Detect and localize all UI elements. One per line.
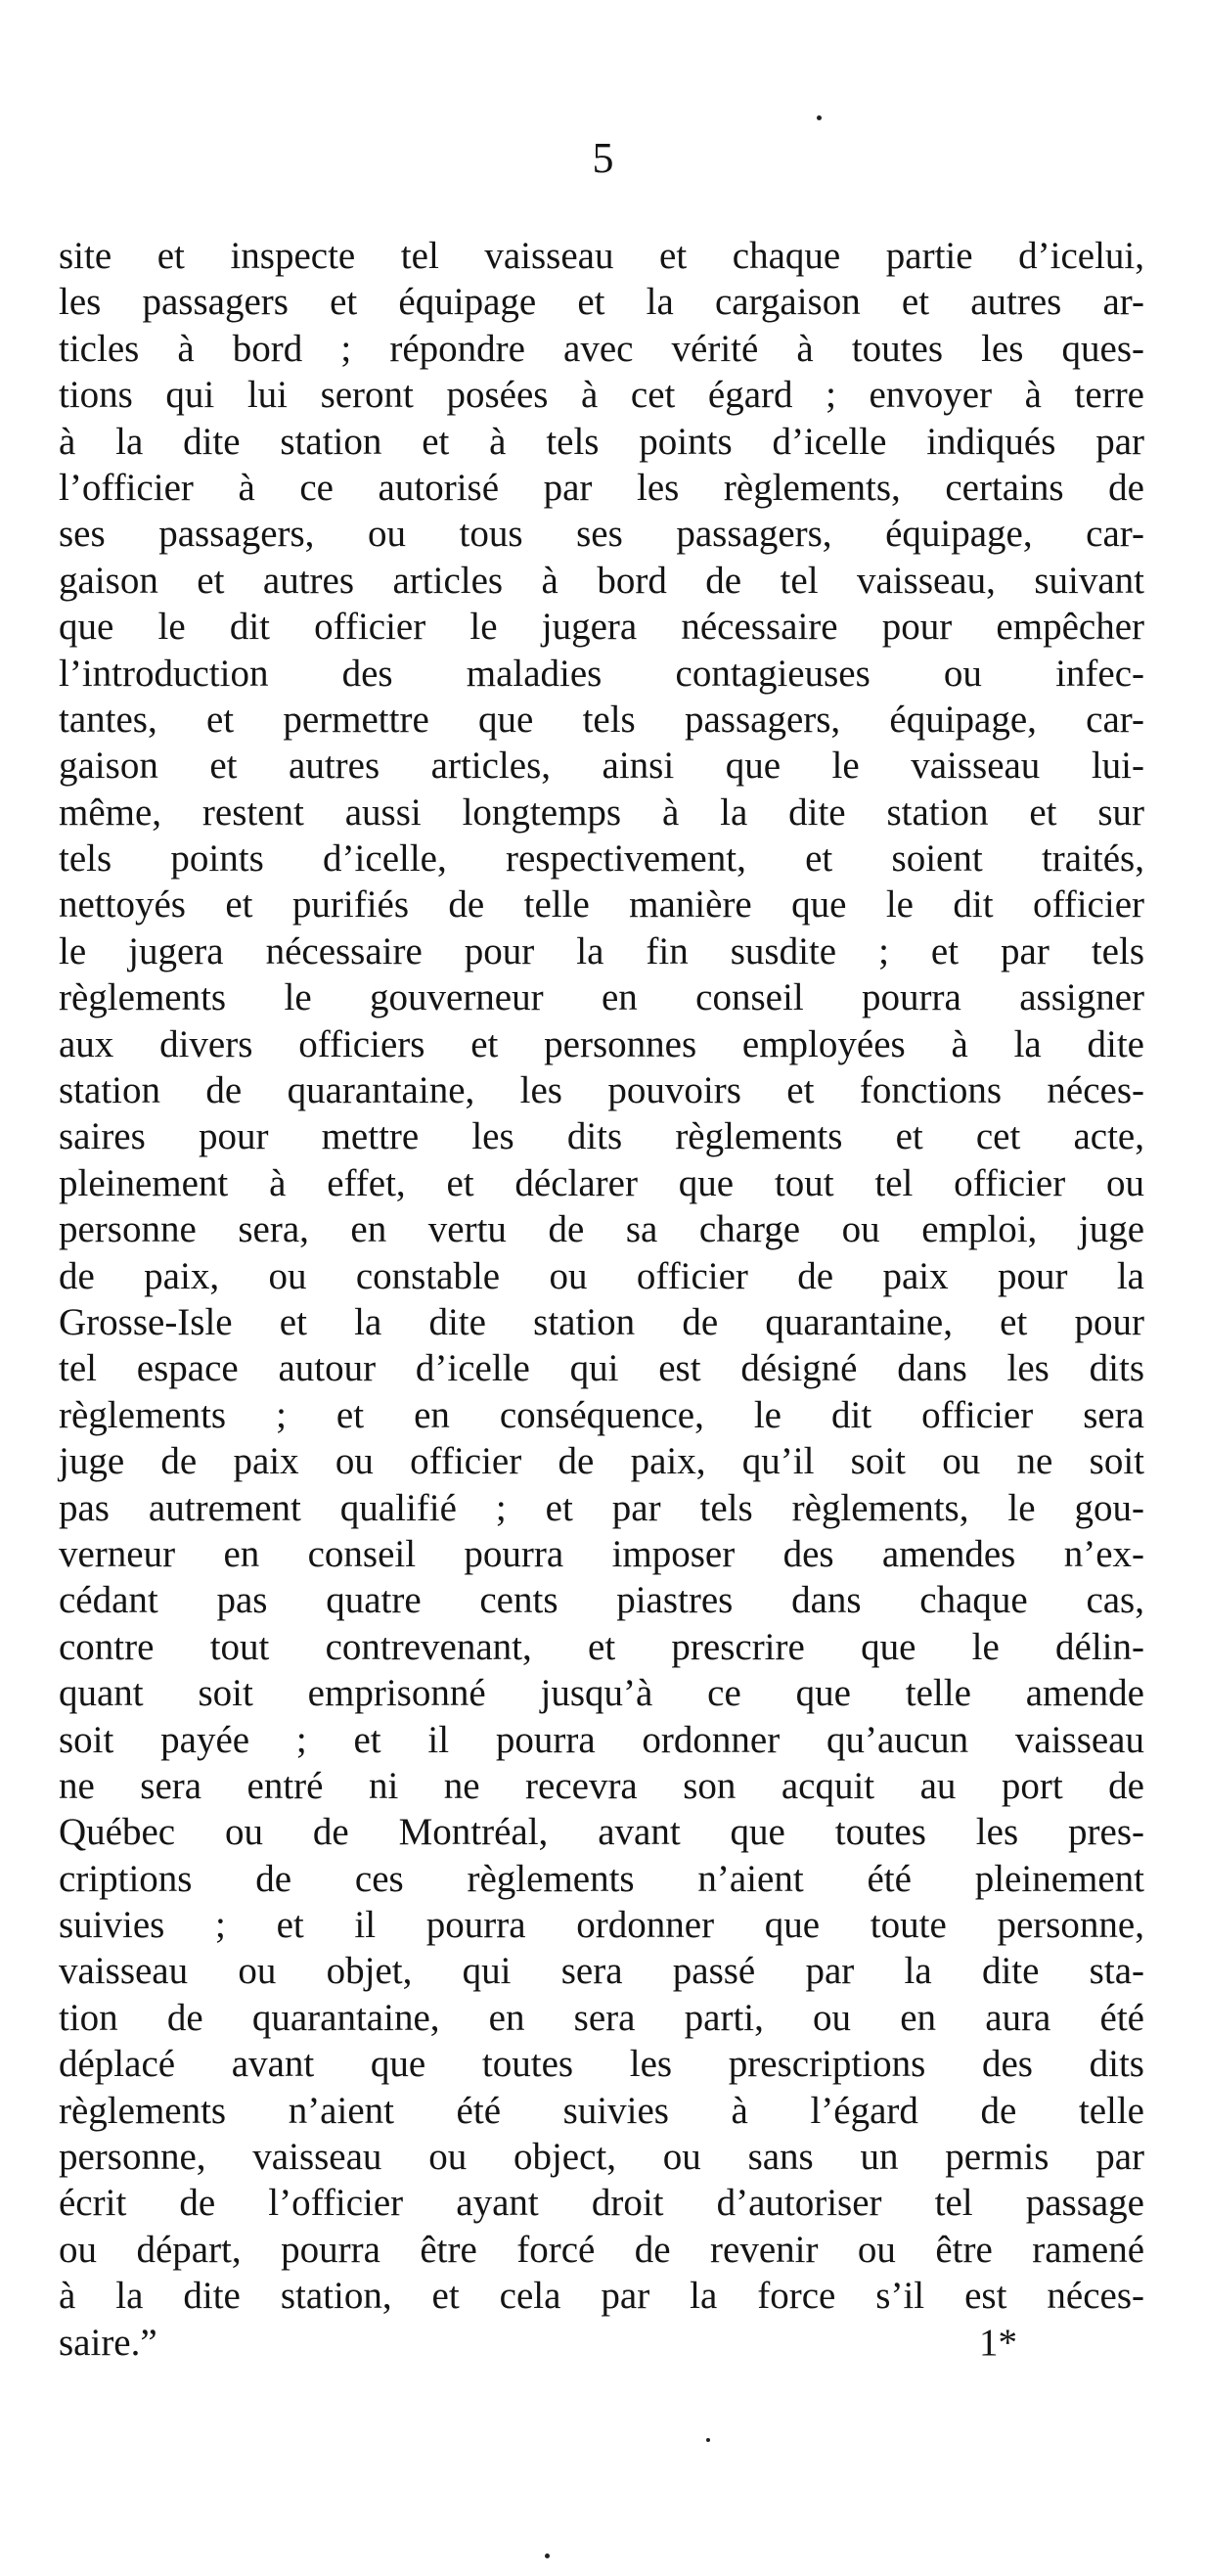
text-line: nettoyés et purifiés de telle manière que le dit officier: [59, 883, 1144, 926]
text-line: règlements n’aient été suivies à l’égard de telle: [59, 2089, 1144, 2132]
text-line: verneur en conseil pourra imposer des amendes n’ex-: [59, 1532, 1144, 1575]
body-text: [59, 233, 1144, 2366]
text-line: écrit de l’officier ayant droit d’autoriser tel passage: [59, 2182, 1144, 2225]
text-line: tantes, et permettre que tels passagers, équipage, car-: [59, 698, 1144, 741]
text-line: ses passagers, ou tous ses passagers, équipage, car-: [59, 513, 1144, 556]
text-line: l’officier à ce autorisé par les règlements, certains de: [59, 466, 1144, 509]
text-line: Québec ou de Montréal, avant que toutes les pres-: [59, 1811, 1144, 1854]
text-line: déplacé avant que toutes les prescriptions des dits: [59, 2043, 1144, 2086]
text-line: les passagers et équipage et la cargaison et autres ar-: [59, 281, 1144, 324]
text-line: règlements ; et en conséquence, le dit officier sera: [59, 1393, 1144, 1436]
text-line: Grosse-Isle et la dite station de quarantaine, et pour: [59, 1300, 1144, 1343]
text-line: ou départ, pourra être forcé de revenir ou être ramené: [59, 2228, 1144, 2271]
text-line: à la dite station et à tels points d’icelle indiqués par: [59, 420, 1144, 463]
text-line: vaisseau ou objet, qui sera passé par la dite sta-: [59, 1950, 1144, 1993]
text-line: pleinement à effet, et déclarer que tout tel officier ou: [59, 1161, 1144, 1204]
print-speck: [706, 2438, 710, 2442]
print-speck: [817, 115, 822, 120]
text-line: tels points d’icelle, respectivement, et soient traités,: [59, 837, 1144, 881]
text-line: que le dit officier le jugera nécessaire pour empêcher: [59, 606, 1144, 649]
text-line: contre tout contrevenant, et prescrire que le délin-: [59, 1625, 1144, 1668]
text-line: même, restent aussi longtemps à la dite station et sur: [59, 791, 1144, 834]
page-number: 5: [592, 134, 614, 182]
text-line: l’introduction des maladies contagieuses ou infec-: [59, 652, 1144, 695]
text-line: gaison et autres articles à bord de tel vaisseau, suivant: [59, 559, 1144, 602]
print-speck: [545, 2553, 550, 2558]
text-line: à la dite station, et cela par la force s’il est néces-: [59, 2275, 1144, 2318]
text-line-final: [59, 2320, 1144, 2366]
text-line: cédant pas quatre cents piastres dans chaque cas,: [59, 1579, 1144, 1622]
text-line: aux divers officiers et personnes employées à la dite: [59, 1022, 1144, 1065]
text-line: de paix, ou constable ou officier de paix pour la: [59, 1254, 1144, 1297]
closing-text: saire.”: [59, 2321, 157, 2364]
text-line: gaison et autres articles, ainsi que le vaisseau lui-: [59, 745, 1144, 788]
text-line: ne sera entré ni ne recevra son acquit au port de: [59, 1764, 1144, 1807]
text-line: juge de paix ou officier de paix, qu’il soit ou ne soit: [59, 1440, 1144, 1483]
text-line: ticles à bord ; répondre avec vérité à toutes les ques-: [59, 327, 1144, 370]
text-line: règlements le gouverneur en conseil pourra assigner: [59, 976, 1144, 1019]
signature-mark: 1*: [979, 2321, 1017, 2364]
text-line: le jugera nécessaire pour la fin susdite ; et par tels: [59, 929, 1144, 972]
text-line: saires pour mettre les dits règlements et cet acte,: [59, 1115, 1144, 1158]
text-line: tion de quarantaine, en sera parti, ou en aura été: [59, 1996, 1144, 2039]
text-line: station de quarantaine, les pouvoirs et fonctions néces-: [59, 1069, 1144, 1112]
text-line: soit payée ; et il pourra ordonner qu’aucun vaisseau: [59, 1718, 1144, 1761]
text-line: suivies ; et il pourra ordonner que toute personne,: [59, 1904, 1144, 1947]
text-line: personne, vaisseau ou object, ou sans un permis par: [59, 2136, 1144, 2179]
text-line: quant soit emprisonné jusqu’à ce que telle amende: [59, 1672, 1144, 1715]
text-line: tel espace autour d’icelle qui est désigné dans les dits: [59, 1347, 1144, 1390]
text-line: personne sera, en vertu de sa charge ou emploi, juge: [59, 1208, 1144, 1251]
text-line: site et inspecte tel vaisseau et chaque partie d’icelui,: [59, 235, 1144, 277]
text-line: tions qui lui seront posées à cet égard ; envoyer à terre: [59, 374, 1144, 417]
text-line: criptions de ces règlements n’aient été pleinement: [59, 1857, 1144, 1900]
text-line: pas autrement qualifié ; et par tels règlements, le gou-: [59, 1486, 1144, 1529]
